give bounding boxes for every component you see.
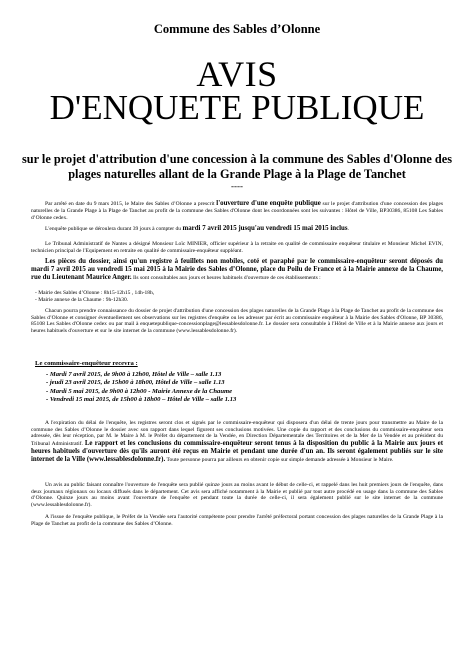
rapport-text-1: A l'expiration du délai de l'enquête, les registres seront clos et signés par le commissaire-enquêteur qui disposera d'un délai de trente jours pour transmettre au Maire de la commune des Sables d’Olonne le dossier avec son rapport dans lequel figurent ses conclusions motivées. Une copie du rapport et des conclusions du commissaire-enquêteur sera adressée, dès leur réception, par M. le Maire à M. le Préfet du département de la Vendée, en Direction Départementale des Territoires et de la Mer de la Vendée et au président du Tribunal Administratif. <box>31 420 443 448</box>
list-item: - Mairie des Sables d’Olonne : 8h15-12h15 , 14h-18h, <box>35 290 155 296</box>
list-item: - Mardi 5 mai 2015, de 9h00 à 12h00 - Mairie Annexe de la Chaume <box>46 387 233 395</box>
list-item: - jeudi 23 avril 2015, de 15h00 à 18h00, Hôtel de Ville – salle 1.13 <box>46 379 225 387</box>
dates-text-bold: mardi 7 avril 2015 jusqu'au vendredi 15 mai 2015 inclus <box>182 225 348 232</box>
notice-subtitle: sur le projet d'attribution d'une concession à la commune des Sables d'Olonne des plages naturelles allant de la Grande Plage à la Plage de Tanchet <box>22 152 452 181</box>
tribunal-text: Le Tribunal Administratif de Nantes a désigné Monsieur Loïc MINIER, officier supérieur à la retraite en qualité de commissaire enquêteur titulaire et Monsieur Michel EVIN, technicien principal de l'Equipement en retraite en qualité de commissaire-enquêteur suppléant. <box>31 241 443 254</box>
hours-list <box>35 290 154 304</box>
paragraph-rapport <box>31 420 443 464</box>
paragraph-publicite <box>31 482 443 509</box>
publicite-text: Un avis au public faisant connaître l'ouverture de l'enquête sera publié quinze jours au moins avant le début de celle-ci, et rappelé dans les huit premiers jours de l'enquête, dans deux journaux régionaux ou locaux diffusés dans le département. Cet avis sera affiché notamment à la Mairie et publié par tout autre procédé en usage dans la commune des Sables d’Olonne. Quinze jours au moins avant l'ouverture de l'enquête et pendant toute la durée de celle-ci, il sera également publié sur le site internet de la commune (www.lessablesdolonne.fr). <box>31 482 443 509</box>
notice-title-line2: D'ENQUETE PUBLIQUE <box>49 88 425 127</box>
list-item: - Mairie annexe de la Chaume : 9h-12h30. <box>35 296 129 303</box>
commissaire-dates <box>46 371 236 405</box>
rapport-text-bold: Le rapport et les conclusions du commissaire-enquêteur seront tenus à la disposition du public à la Mairie aux jours et heures habituels d'ouverture dès qu'ils auront été reçus en Mairie et pendant une durée d'un an. Ils seront également publiés sur le site internet de la Ville (www.lessablesdolonne.fr). <box>31 440 443 464</box>
commune-name: Commune des Sables d’Olonne <box>153 22 321 36</box>
list-item: - Mardi 7 avril 2015, de 9h00 à 12h00, Hôtel de Ville – salle 1.13 <box>46 371 222 378</box>
paragraph-prefet <box>31 514 443 527</box>
arrete-text-bold: l'ouverture d'une enquête publique <box>216 200 321 207</box>
dossier-text-bold: Les pièces du dossier, ainsi qu'un registre à feuillets non mobiles, coté et paraphé par le commissaire-enquêteur seront déposés du mardi 7 avril 2015 au vendredi 15 mai 2015 à la Mairie des Sables d’Olonne, place du Poilu de France et à la Mairie annexe de la Chaume, rue du Lieutenant Maurice Anger. <box>31 258 443 281</box>
separator: ---- <box>231 181 243 191</box>
paragraph-tribunal <box>31 241 443 254</box>
arrete-text-2: sur le projet d'attribution d'une concession des plages naturelles de la Grande Plage à la Plage de Tanchet au profit de la commune des Sables d'Olonne dont les coordonnées sont les suivantes : Hôtel de Ville, BP30386, 85108 Les Sables d’Olonne cedex. <box>31 201 443 221</box>
arrete-text-1: Par arrêté en date du 9 mars 2015, le Maire des Sables d’Olonne a prescrit <box>45 201 217 207</box>
list-item: - Vendredi 15 mai 2015, de 15h00 à 18h00 – Hôtel de Ville – salle 1.13 <box>46 396 237 404</box>
dossier-text-2: Ils sont consultables aux jours et heures habituels d'ouverture de ces établissements : <box>131 275 321 281</box>
rapport-text-2: Toute personne pourra par ailleurs en obtenir copie sur simple demande adressée à Monsieur le Maire. <box>165 457 394 464</box>
dates-text-2: . <box>347 226 349 232</box>
consultation-text: Chacun pourra prendre connaissance du dossier de projet d'attribution d'une concession des plages naturelles de la Grande Plage à la Plage de Tanchet au profit de la commune des Sables d’Olonne et consigner éventuellement ses observations sur les registres d'enquête ou les adresser par écrit au commissaire enquêteur à la Mairie des Sables d'Olonne, BP 30386, 85108 Les Sables d'Olonne cedex ou par mail à enquetepublique-concessionplage@lessablesdolonne.fr. Le dossier sera consultable à l'Hôtel de Ville et à la Mairie annexe aux jours et heures habituels d'ouverture et sur le site internet de la commune (www.lessablesdolonne.fr). <box>31 308 443 335</box>
commissaire-heading: Le commissaire-enquêteur recevra : <box>35 360 138 367</box>
dates-text-1: L'enquête publique se déroulera durant 39 jours à compter du <box>45 226 183 232</box>
paragraph-consultation <box>31 308 443 335</box>
paragraph-dossier <box>31 258 443 282</box>
paragraph-dates <box>31 225 443 233</box>
notice-title-line1: AVIS <box>196 54 278 94</box>
paragraph-arrete <box>31 200 443 221</box>
prefet-text: A l'issue de l'enquête publique, le Préfet de la Vendée sera l'autorité compétente pour prendre l'arrêté préfectoral portant concession des plages naturelles de la Grande Plage à la Plage de Tanchet au profit de la commune des Sables d’Olonne. <box>31 514 443 527</box>
